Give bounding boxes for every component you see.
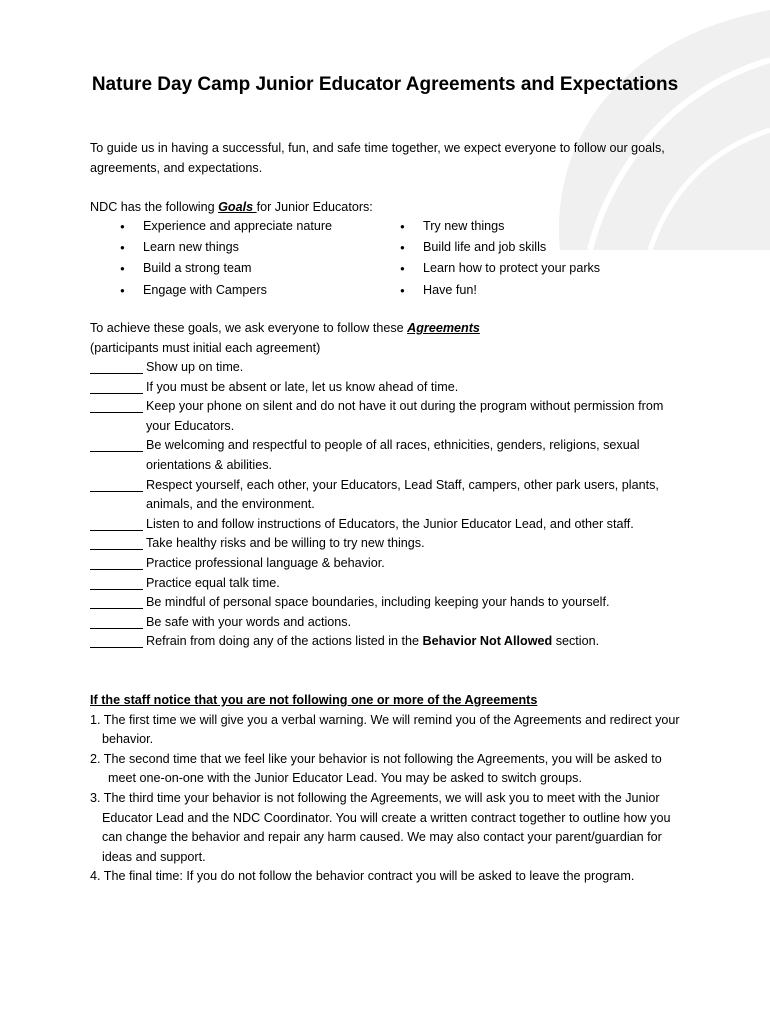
- agreement-item: Be safe with your words and actions.: [90, 613, 680, 633]
- goals-list-left: [120, 217, 390, 302]
- agreement-item: Take healthy risks and be willing to try new things.: [90, 534, 680, 554]
- consequence-step: 3. The third time your behavior is not following the Agreements, we will ask you to meet with the Junior Educator Lead and the NDC Coordinator. You will create a written contract together to outline how you can change the behavior and repair any harm caused. We may also contact your parent/guardian for ideas and support.: [90, 790, 671, 864]
- agreement-item: Be mindful of personal space boundaries, including keeping your hands to yourself.: [90, 593, 680, 613]
- behavior-not-allowed-label: Behavior Not Allowed: [422, 634, 553, 649]
- agreements-intro: To achieve these goals, we ask everyone to follow these Agreements (participants must initial each agreement): [90, 319, 680, 358]
- agreement-item: Listen to and follow instructions of Educators, the Junior Educator Lead, and other staff.: [90, 515, 680, 535]
- agreement-item: Practice professional language & behavior.: [90, 554, 680, 574]
- agreement-item: Refrain from doing any of the actions listed in the Behavior Not Allowed section.: [90, 632, 680, 652]
- goal-item: ● Have fun!: [400, 281, 670, 302]
- consequence-step: 1. The first time we will give you a verbal warning. We will remind you of the Agreements and redirect your behavior.: [90, 712, 680, 747]
- goal-item: ● Learn new things: [120, 238, 390, 259]
- agreements-list: [90, 358, 680, 652]
- goals-intro: NDC has the following Goals for Junior Educators:: [90, 200, 373, 214]
- agreement-item: Practice equal talk time.: [90, 574, 680, 594]
- consequence-step: 4. The final time: If you do not follow the behavior contract you will be asked to leave the program.: [90, 869, 635, 884]
- intro-paragraph: To guide us in having a successful, fun, and safe time together, we expect everyone to follow our goals, agreements, and expectations.: [90, 141, 665, 175]
- goals-list-right: [400, 217, 670, 302]
- agreements-label: Agreements: [407, 321, 480, 335]
- consequences-list: [90, 711, 680, 887]
- goal-item: ● Experience and appreciate nature: [120, 217, 390, 238]
- goal-item: ● Build life and job skills: [400, 238, 670, 259]
- consequence-step: 2. The second time that we feel like your behavior is not following the Agreements, you will be asked to meet one-on-one with the Junior Educator Lead. You may be asked to switch groups.: [90, 751, 662, 786]
- goal-item: ● Learn how to protect your parks: [400, 259, 670, 280]
- agreement-item: If you must be absent or late, let us know ahead of time.: [90, 378, 680, 398]
- goal-item: ● Try new things: [400, 217, 670, 238]
- consequences-section: [90, 691, 680, 887]
- consequences-heading: If the staff notice that you are not following one or more of the Agreements: [90, 693, 538, 707]
- goal-item: ● Engage with Campers: [120, 281, 390, 302]
- agreement-item: Be welcoming and respectful to people of all races, ethnicities, genders, religions, sexual orientations & abilities.: [90, 436, 680, 475]
- agreement-item: Respect yourself, each other, your Educators, Lead Staff, campers, other park users, plants, animals, and the environment.: [90, 476, 680, 515]
- goal-item: ● Build a strong team: [120, 259, 390, 280]
- initial-note: (participants must initial each agreement): [90, 340, 321, 355]
- goals-label: Goals: [218, 200, 257, 214]
- agreement-item: Show up on time.: [90, 358, 680, 378]
- page-title: Nature Day Camp Junior Educator Agreements and Expectations: [91, 74, 679, 95]
- agreement-item: Keep your phone on silent and do not have it out during the program without permission from your Educators.: [90, 397, 680, 436]
